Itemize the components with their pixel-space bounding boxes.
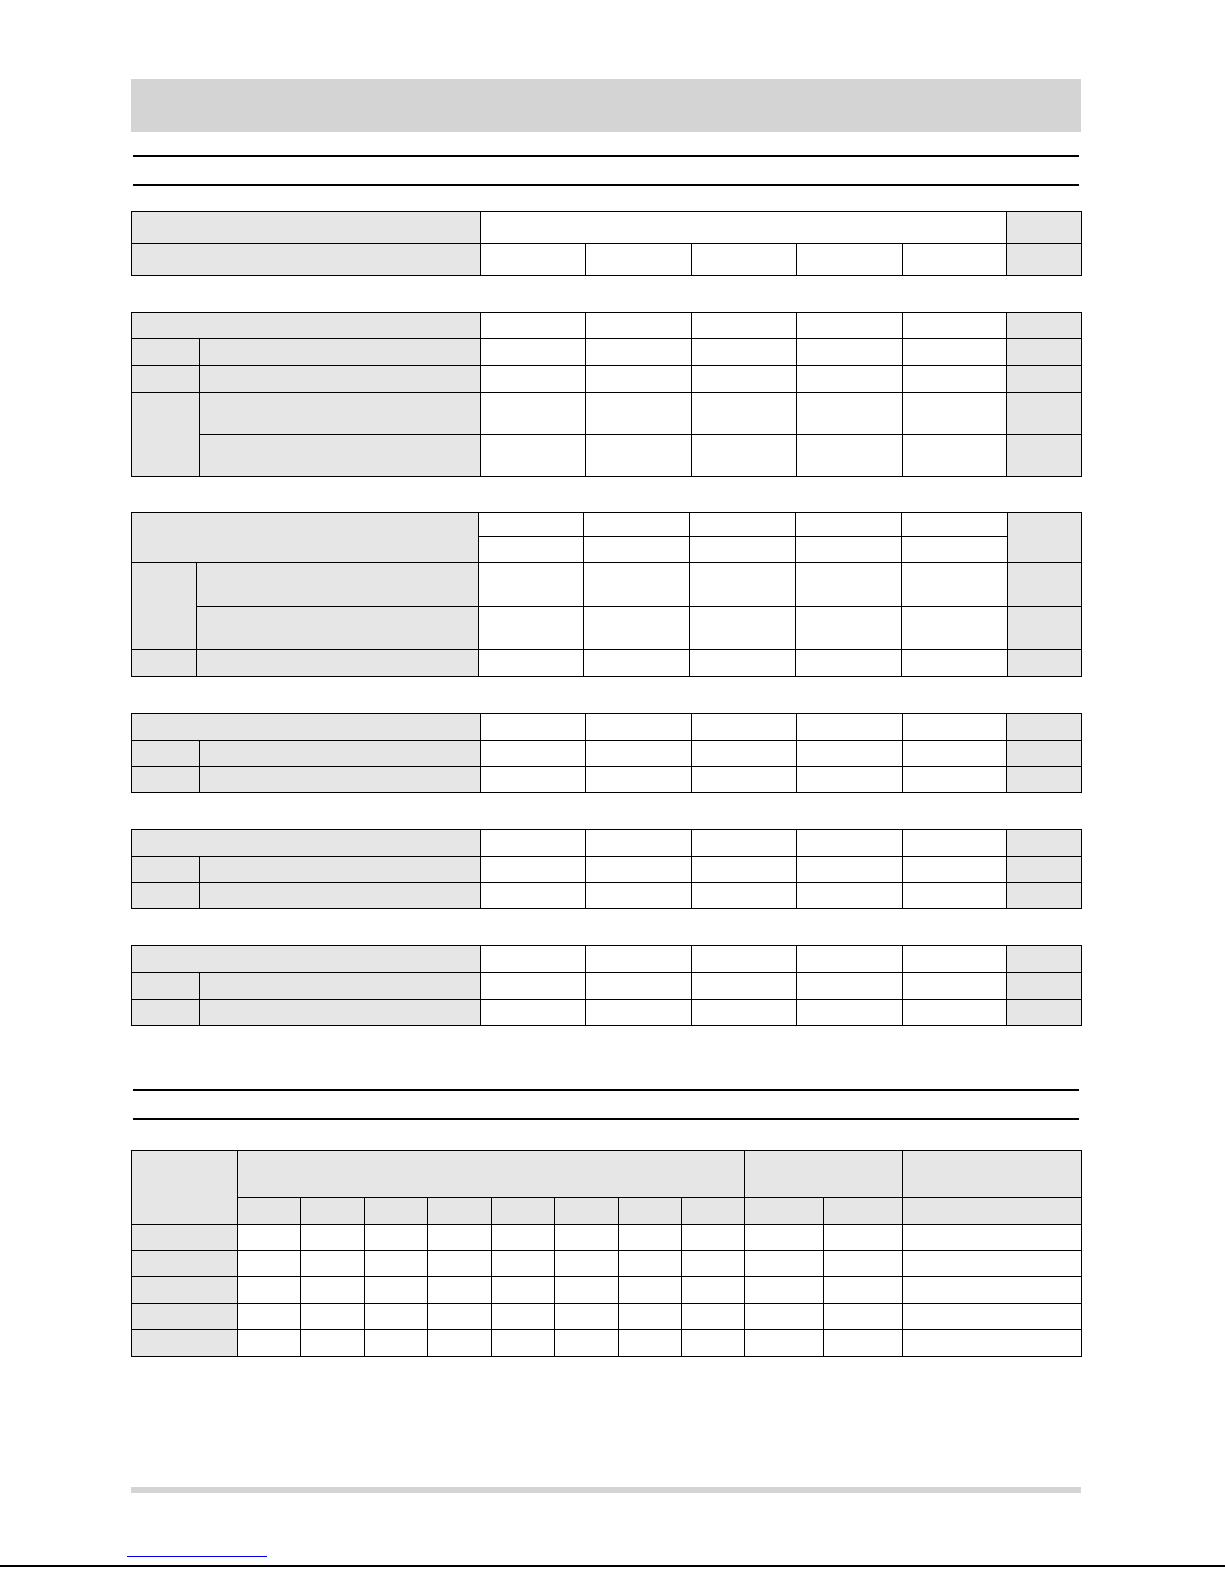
section-2-rule-top: [133, 1089, 1079, 1091]
table-cell: [586, 973, 692, 1000]
table-cell: [797, 883, 903, 909]
table-row: [132, 767, 1082, 793]
spec-table-g: [131, 1150, 1082, 1357]
table-cell: [903, 1251, 1082, 1277]
table-cell: [903, 339, 1007, 366]
table-cell: [1007, 339, 1082, 366]
table-cell: [481, 741, 586, 767]
table-cell: [682, 1198, 745, 1225]
table-cell: [555, 1277, 619, 1304]
table-cell: [796, 563, 902, 606]
table-cell: [1007, 714, 1082, 741]
table-cell: [132, 244, 481, 276]
table-row: [132, 606, 1082, 649]
table-cell: [200, 767, 481, 793]
table-cell: [132, 741, 200, 767]
table-cell: [197, 563, 479, 606]
table-cell: [586, 366, 692, 393]
table-cell: [619, 1225, 682, 1251]
table-cell: [479, 537, 584, 563]
section-2-rule-bottom: [133, 1118, 1079, 1120]
table-cell: [479, 649, 584, 676]
table-row: [132, 1225, 1082, 1251]
table-cell: [690, 606, 796, 649]
table-cell: [584, 649, 690, 676]
table-cell: [238, 1304, 301, 1330]
table-cell: [555, 1330, 619, 1357]
table-cell: [584, 537, 690, 563]
table-cell: [132, 767, 200, 793]
table-cell: [481, 767, 586, 793]
table-row: [132, 714, 1082, 741]
table-cell: [690, 563, 796, 606]
table-cell: [200, 393, 481, 435]
table-cell: [584, 513, 690, 537]
table-cell: [481, 244, 586, 276]
table-cell: [492, 1225, 555, 1251]
table-cell: [1007, 767, 1082, 793]
table-cell: [619, 1251, 682, 1277]
table-cell: [745, 1277, 824, 1304]
table-cell: [365, 1198, 428, 1225]
table-cell: [132, 212, 481, 244]
table-cell: [797, 973, 903, 1000]
table-cell: [692, 313, 797, 339]
table-cell: [797, 393, 903, 435]
section-1-rule-top: [133, 155, 1079, 157]
table-header-row: [132, 1198, 1082, 1225]
table-cell: [692, 741, 797, 767]
table-cell: [682, 1251, 745, 1277]
table-cell: [492, 1330, 555, 1357]
table-cell: [586, 339, 692, 366]
header-banner: [131, 79, 1081, 132]
table-cell: [1008, 513, 1082, 563]
table-cell: [492, 1304, 555, 1330]
table-cell: [690, 513, 796, 537]
table-cell: [796, 606, 902, 649]
table-cell: [692, 393, 797, 435]
table-row: [132, 1304, 1082, 1330]
table-cell: [132, 1225, 238, 1251]
table-cell: [824, 1277, 903, 1304]
table-cell: [903, 393, 1007, 435]
table-cell: [903, 1151, 1082, 1198]
table-cell: [132, 313, 481, 339]
table-cell: [692, 767, 797, 793]
table-cell: [197, 606, 479, 649]
table-cell: [903, 1304, 1082, 1330]
table-cell: [365, 1251, 428, 1277]
table-cell: [903, 313, 1007, 339]
table-cell: [745, 1304, 824, 1330]
table-cell: [301, 1251, 365, 1277]
table-cell: [481, 339, 586, 366]
table-cell: [1007, 946, 1082, 973]
table-cell: [200, 435, 481, 477]
table-cell: [797, 1000, 903, 1026]
table-cell: [586, 393, 692, 435]
table-cell: [365, 1225, 428, 1251]
table-cell: [132, 883, 200, 909]
table-cell: [584, 563, 690, 606]
table-cell: [586, 767, 692, 793]
table-cell: [132, 946, 481, 973]
table-cell: [824, 1198, 903, 1225]
table-cell: [902, 606, 1008, 649]
table-cell: [200, 973, 481, 1000]
table-cell: [1008, 606, 1082, 649]
table-cell: [903, 857, 1007, 883]
table-cell: [903, 883, 1007, 909]
table-cell: [797, 857, 903, 883]
table-cell: [682, 1225, 745, 1251]
spec-table-a: [131, 211, 1082, 276]
table-cell: [745, 1251, 824, 1277]
table-cell: [481, 946, 586, 973]
table-row: [132, 649, 1082, 676]
table-cell: [692, 1000, 797, 1026]
table-cell: [365, 1277, 428, 1304]
table-row: [132, 883, 1082, 909]
table-cell: [132, 830, 481, 857]
table-cell: [903, 946, 1007, 973]
table-cell: [745, 1225, 824, 1251]
table-cell: [481, 393, 586, 435]
table-cell: [479, 513, 584, 537]
table-row: [132, 563, 1082, 606]
table-cell: [797, 741, 903, 767]
table-cell: [132, 1000, 200, 1026]
table-cell: [824, 1251, 903, 1277]
table-cell: [902, 537, 1008, 563]
table-cell: [479, 606, 584, 649]
table-cell: [555, 1304, 619, 1330]
table-cell: [132, 973, 200, 1000]
table-cell: [586, 857, 692, 883]
table-row: [132, 1330, 1082, 1357]
table-cell: [1007, 741, 1082, 767]
spec-table-d: [131, 713, 1082, 793]
table-cell: [824, 1304, 903, 1330]
table-cell: [301, 1330, 365, 1357]
table-cell: [200, 1000, 481, 1026]
table-row: [132, 1277, 1082, 1304]
table-cell: [428, 1304, 492, 1330]
table-cell: [586, 313, 692, 339]
table-cell: [903, 830, 1007, 857]
table-cell: [481, 313, 586, 339]
table-cell: [132, 393, 200, 477]
spec-table-f: [131, 945, 1082, 1026]
table-row: [132, 1251, 1082, 1277]
table-cell: [690, 537, 796, 563]
table-cell: [903, 1198, 1082, 1225]
table-cell: [903, 435, 1007, 477]
table-cell: [682, 1304, 745, 1330]
table-cell: [619, 1304, 682, 1330]
table-cell: [619, 1330, 682, 1357]
table-cell: [824, 1225, 903, 1251]
table-row: [132, 946, 1082, 973]
table-cell: [902, 563, 1008, 606]
table-row: [132, 435, 1082, 477]
table-cell: [797, 714, 903, 741]
table-cell: [132, 649, 197, 676]
table-cell: [797, 767, 903, 793]
table-cell: [903, 741, 1007, 767]
table-cell: [797, 339, 903, 366]
table-row: [132, 830, 1082, 857]
table-row: [132, 366, 1082, 393]
table-cell: [132, 714, 481, 741]
table-cell: [1007, 830, 1082, 857]
table-cell: [200, 366, 481, 393]
table-cell: [132, 1251, 238, 1277]
table-cell: [481, 1000, 586, 1026]
table-cell: [238, 1198, 301, 1225]
table-cell: [619, 1198, 682, 1225]
table-cell: [903, 714, 1007, 741]
table-cell: [903, 973, 1007, 1000]
table-cell: [797, 830, 903, 857]
table-cell: [555, 1225, 619, 1251]
table-cell: [1007, 857, 1082, 883]
table-cell: [797, 435, 903, 477]
table-cell: [301, 1198, 365, 1225]
table-row: [132, 741, 1082, 767]
table-cell: [1007, 366, 1082, 393]
table-cell: [481, 435, 586, 477]
table-cell: [619, 1277, 682, 1304]
table-row: [132, 1000, 1082, 1026]
table-cell: [586, 435, 692, 477]
table-cell: [692, 435, 797, 477]
table-cell: [132, 563, 197, 650]
table-cell: [132, 1304, 238, 1330]
table-cell: [796, 649, 902, 676]
table-row: [132, 973, 1082, 1000]
table-cell: [824, 1330, 903, 1357]
spec-table-e: [131, 829, 1082, 909]
table-cell: [481, 973, 586, 1000]
table-cell: [682, 1330, 745, 1357]
table-cell: [555, 1251, 619, 1277]
table-row: [132, 212, 1082, 244]
table-cell: [692, 857, 797, 883]
table-cell: [1007, 973, 1082, 1000]
table-cell: [690, 649, 796, 676]
table-cell: [586, 741, 692, 767]
table-cell: [903, 1330, 1082, 1357]
table-cell: [132, 366, 200, 393]
table-cell: [692, 339, 797, 366]
footer-link[interactable]: [127, 1556, 267, 1557]
table-cell: [132, 339, 200, 366]
spec-table-b: [131, 312, 1082, 477]
footer-line: [0, 1565, 1225, 1567]
table-cell: [1007, 244, 1082, 276]
table-cell: [492, 1277, 555, 1304]
table-row: [132, 244, 1082, 276]
table-cell: [903, 366, 1007, 393]
table-cell: [200, 883, 481, 909]
table-cell: [555, 1198, 619, 1225]
table-cell: [238, 1277, 301, 1304]
table-cell: [132, 513, 479, 563]
table-cell: [301, 1225, 365, 1251]
table-cell: [797, 313, 903, 339]
table-cell: [745, 1198, 824, 1225]
table-cell: [132, 1151, 238, 1225]
table-cell: [365, 1330, 428, 1357]
table-cell: [481, 857, 586, 883]
table-cell: [1007, 435, 1082, 477]
table-cell: [586, 714, 692, 741]
table-cell: [586, 1000, 692, 1026]
table-cell: [481, 714, 586, 741]
table-cell: [692, 946, 797, 973]
table-cell: [1007, 313, 1082, 339]
table-cell: [692, 883, 797, 909]
table-cell: [902, 513, 1008, 537]
table-cell: [365, 1304, 428, 1330]
table-cell: [481, 883, 586, 909]
table-cell: [1007, 393, 1082, 435]
table-cell: [428, 1225, 492, 1251]
table-cell: [479, 563, 584, 606]
table-cell: [1008, 649, 1082, 676]
table-cell: [238, 1151, 745, 1198]
table-cell: [692, 973, 797, 1000]
spec-table-c: [131, 512, 1082, 677]
table-cell: [745, 1151, 903, 1198]
table-cell: [132, 857, 200, 883]
table-row: [132, 339, 1082, 366]
table-cell: [1007, 883, 1082, 909]
table-cell: [682, 1277, 745, 1304]
table-cell: [903, 767, 1007, 793]
table-cell: [200, 741, 481, 767]
table-row: [132, 513, 1082, 537]
table-cell: [132, 1277, 238, 1304]
table-cell: [692, 244, 797, 276]
section-1-rule-bottom: [133, 184, 1079, 186]
table-cell: [797, 366, 903, 393]
table-cell: [481, 830, 586, 857]
table-cell: [902, 649, 1008, 676]
table-cell: [903, 1277, 1082, 1304]
table-cell: [238, 1251, 301, 1277]
table-cell: [197, 649, 479, 676]
table-cell: [301, 1304, 365, 1330]
table-cell: [586, 946, 692, 973]
table-cell: [903, 1000, 1007, 1026]
table-cell: [428, 1251, 492, 1277]
table-cell: [200, 857, 481, 883]
table-cell: [1007, 212, 1082, 244]
table-cell: [238, 1330, 301, 1357]
table-row: [132, 857, 1082, 883]
table-cell: [238, 1225, 301, 1251]
table-cell: [584, 606, 690, 649]
table-header-row: [132, 1151, 1082, 1198]
table-cell: [481, 212, 1007, 244]
table-cell: [796, 537, 902, 563]
table-cell: [692, 366, 797, 393]
table-cell: [200, 339, 481, 366]
table-cell: [586, 830, 692, 857]
table-cell: [586, 883, 692, 909]
table-cell: [692, 714, 797, 741]
table-cell: [1007, 1000, 1082, 1026]
table-cell: [745, 1330, 824, 1357]
table-cell: [428, 1277, 492, 1304]
table-cell: [797, 244, 903, 276]
table-cell: [428, 1330, 492, 1357]
table-cell: [903, 244, 1007, 276]
table-cell: [492, 1198, 555, 1225]
table-cell: [903, 1225, 1082, 1251]
table-cell: [428, 1198, 492, 1225]
table-cell: [492, 1251, 555, 1277]
table-cell: [301, 1277, 365, 1304]
table-row: [132, 313, 1082, 339]
table-cell: [796, 513, 902, 537]
table-row: [132, 393, 1082, 435]
table-cell: [481, 366, 586, 393]
table-cell: [692, 830, 797, 857]
table-cell: [586, 244, 692, 276]
table-cell: [797, 946, 903, 973]
footer-bar: [131, 1487, 1081, 1493]
table-cell: [132, 1330, 238, 1357]
table-cell: [1008, 563, 1082, 606]
